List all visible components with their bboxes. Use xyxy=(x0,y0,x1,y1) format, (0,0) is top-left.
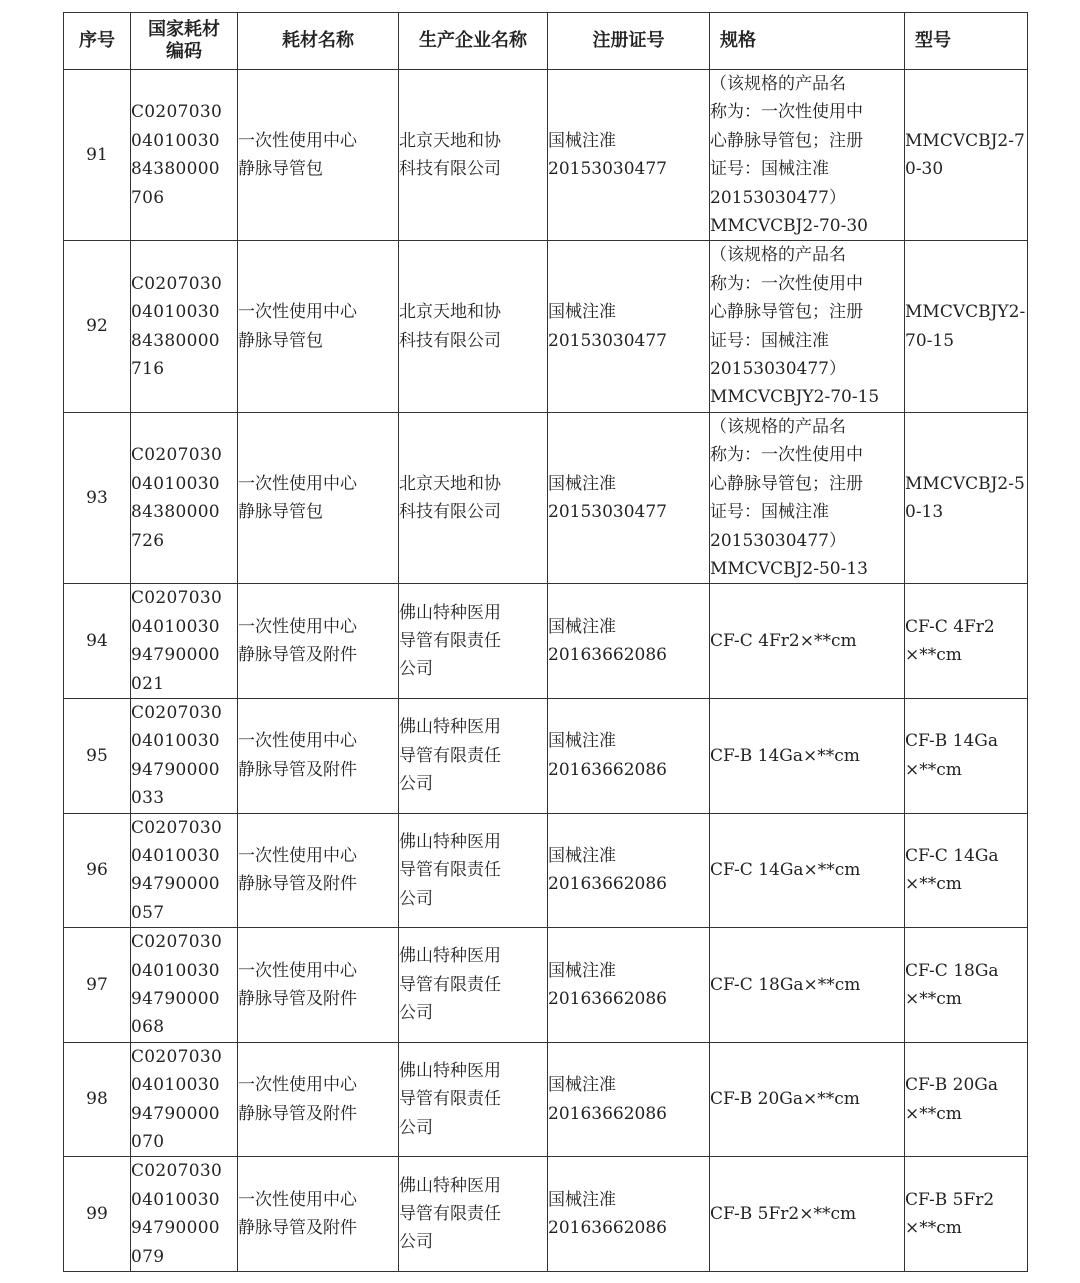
cell-spec-line: CF-B 20Ga×**cm xyxy=(710,1089,860,1110)
cell-model-line: ×**cm xyxy=(905,759,962,780)
header-company: 生产企业名称 xyxy=(399,13,548,70)
cell-spec xyxy=(710,584,905,699)
cell-company-lines xyxy=(399,470,547,527)
cell-name-line: 一次性使用中心 xyxy=(238,960,357,981)
cell-seq: 94 xyxy=(64,584,131,699)
cell-reg-lines xyxy=(548,127,709,184)
cell-model-lines xyxy=(905,127,1027,184)
cell-company-lines xyxy=(399,127,547,184)
table-row xyxy=(64,70,1028,241)
cell-spec-line: 称为：一次性使用中 xyxy=(710,102,863,123)
cell-reg-line: 国械注准 xyxy=(548,960,616,981)
cell-name-line: 一次性使用中心 xyxy=(238,845,357,866)
cell-code-line: 94790000 xyxy=(131,1218,220,1239)
cell-code-lines xyxy=(131,1043,237,1157)
cell-reg xyxy=(548,1042,710,1157)
cell-reg-line: 国械注准 xyxy=(548,1189,616,1210)
cell-seq: 96 xyxy=(64,813,131,928)
cell-company xyxy=(399,698,548,813)
cell-model-lines xyxy=(905,1071,1027,1128)
cell-company-line: 公司 xyxy=(399,888,433,909)
cell-spec-lines xyxy=(710,241,904,411)
cell-code xyxy=(131,412,238,583)
header-name: 耗材名称 xyxy=(238,13,399,70)
cell-code-lines xyxy=(131,441,237,555)
cell-code-line: 04010030 xyxy=(131,1189,220,1210)
cell-reg-line: 国械注准 xyxy=(548,130,616,151)
cell-name-line: 一次性使用中心 xyxy=(238,130,357,151)
cell-name-lines xyxy=(238,613,398,670)
cell-code-lines xyxy=(131,584,237,698)
header-model: 型号 xyxy=(905,13,1028,70)
cell-code xyxy=(131,241,238,412)
table-row xyxy=(64,698,1028,813)
cell-reg xyxy=(548,241,710,412)
cell-reg xyxy=(548,412,710,583)
cell-model xyxy=(905,70,1028,241)
cell-company-line: 公司 xyxy=(399,773,433,794)
cell-company-line: 科技有限公司 xyxy=(399,159,501,180)
cell-company-line: 导管有限责任 xyxy=(399,630,501,651)
cell-spec-line: MMCVCBJ2-70-30 xyxy=(710,216,868,237)
cell-reg-lines xyxy=(548,613,709,670)
cell-model xyxy=(905,813,1028,928)
cell-model-lines xyxy=(905,470,1027,527)
cell-seq: 97 xyxy=(64,928,131,1043)
cell-company-lines xyxy=(399,298,547,355)
cell-name-line: 静脉导管包 xyxy=(238,502,323,523)
cell-name xyxy=(238,584,399,699)
cell-code-line: 04010030 xyxy=(131,130,220,151)
cell-spec-lines xyxy=(710,1085,904,1113)
cell-model xyxy=(905,1157,1028,1272)
cell-code-line: 706 xyxy=(131,187,165,208)
cell-company-line: 佛山特种医用 xyxy=(399,946,501,967)
cell-spec xyxy=(710,1157,905,1272)
cell-model-lines xyxy=(905,298,1027,355)
cell-company-lines xyxy=(399,828,547,913)
cell-name-line: 一次性使用中心 xyxy=(238,616,357,637)
cell-company-line: 北京天地和协 xyxy=(399,473,501,494)
cell-company xyxy=(399,1042,548,1157)
cell-seq: 99 xyxy=(64,1157,131,1272)
table-row xyxy=(64,584,1028,699)
cell-code xyxy=(131,698,238,813)
cell-company xyxy=(399,813,548,928)
cell-code-line: 94790000 xyxy=(131,989,220,1009)
header-code-line: 编码 xyxy=(166,41,202,62)
cell-seq: 95 xyxy=(64,698,131,813)
cell-model-line: ×**cm xyxy=(905,1218,962,1239)
cell-reg-lines xyxy=(548,1071,709,1128)
cell-name xyxy=(238,1042,399,1157)
cell-company-line: 佛山特种医用 xyxy=(399,1061,501,1082)
cell-company-lines xyxy=(399,1057,547,1142)
cell-spec-line: 证号：国械注准 xyxy=(710,502,829,523)
cell-code xyxy=(131,1042,238,1157)
cell-code-line: 726 xyxy=(131,530,165,551)
table-row xyxy=(64,813,1028,928)
cell-code-line: C0207030 xyxy=(131,932,223,953)
table-header xyxy=(64,13,1028,70)
cell-company-line: 导管有限责任 xyxy=(399,1204,501,1225)
cell-code xyxy=(131,584,238,699)
cell-name-line: 一次性使用中心 xyxy=(238,473,357,494)
cell-company xyxy=(399,412,548,583)
cell-code xyxy=(131,70,238,241)
cell-code-line: 94790000 xyxy=(131,874,220,895)
cell-spec-line: CF-C 4Fr2×**cm xyxy=(710,630,857,651)
table-row xyxy=(64,412,1028,583)
header-seq: 序号 xyxy=(64,13,131,70)
cell-code-line: 057 xyxy=(131,902,165,923)
cell-name-line: 静脉导管包 xyxy=(238,330,323,351)
cell-name-lines xyxy=(238,1071,398,1128)
cell-company-line: 公司 xyxy=(399,1117,433,1138)
cell-model-line: ×**cm xyxy=(905,989,962,1009)
cell-model-line: MMCVCBJ2-7 xyxy=(905,130,1025,151)
cell-spec-line: 20153030477） xyxy=(710,187,846,208)
cell-model-lines xyxy=(905,727,1027,784)
cell-company xyxy=(399,70,548,241)
table-row xyxy=(64,241,1028,412)
cell-spec-lines xyxy=(710,971,904,999)
cell-code-lines xyxy=(131,270,237,384)
cell-model-line: ×**cm xyxy=(905,1103,962,1124)
header-code xyxy=(131,13,238,70)
cell-spec-line: MMCVCBJY2-70-15 xyxy=(710,387,880,408)
cell-code-line: C0207030 xyxy=(131,1046,223,1067)
cell-reg xyxy=(548,1157,710,1272)
cell-name-lines xyxy=(238,957,398,1014)
cell-code-line: 04010030 xyxy=(131,302,220,323)
consumables-table xyxy=(63,12,1028,1272)
cell-name xyxy=(238,698,399,813)
cell-company-line: 佛山特种医用 xyxy=(399,717,501,738)
cell-reg-line: 20163662086 xyxy=(548,759,667,780)
cell-company-lines xyxy=(399,599,547,684)
cell-code-line: 079 xyxy=(131,1246,165,1267)
cell-company-line: 导管有限责任 xyxy=(399,1089,501,1110)
cell-reg xyxy=(548,928,710,1043)
cell-reg-lines xyxy=(548,470,709,527)
cell-model xyxy=(905,412,1028,583)
cell-code xyxy=(131,928,238,1043)
cell-reg xyxy=(548,698,710,813)
cell-name-line: 静脉导管及附件 xyxy=(238,1103,357,1124)
cell-code-line: 021 xyxy=(131,673,165,694)
header-code-line: 国家耗材 xyxy=(148,19,220,40)
cell-model-line: CF-B 20Ga xyxy=(905,1075,999,1096)
cell-model-line: CF-B 14Ga xyxy=(905,731,999,752)
cell-code-line: 04010030 xyxy=(131,845,220,866)
cell-company-line: 导管有限责任 xyxy=(399,860,501,881)
cell-name-line: 一次性使用中心 xyxy=(238,1075,357,1096)
cell-spec xyxy=(710,928,905,1043)
cell-code xyxy=(131,1157,238,1272)
cell-reg-lines xyxy=(548,1186,709,1243)
cell-reg-line: 20153030477 xyxy=(548,502,667,523)
cell-seq: 91 xyxy=(64,70,131,241)
cell-reg-line: 20163662086 xyxy=(548,1103,667,1124)
cell-name-lines xyxy=(238,842,398,899)
table-row xyxy=(64,1157,1028,1272)
cell-spec-line: 心静脉导管包；注册 xyxy=(710,302,863,323)
table-row xyxy=(64,1042,1028,1157)
cell-model-line: 70-15 xyxy=(905,330,955,351)
table-body xyxy=(64,70,1028,1272)
cell-company xyxy=(399,241,548,412)
cell-code-line: 716 xyxy=(131,359,165,380)
cell-spec-lines xyxy=(710,1200,904,1228)
cell-model-line: CF-C 4Fr2 xyxy=(905,616,995,637)
cell-reg-line: 国械注准 xyxy=(548,845,616,866)
cell-spec xyxy=(710,412,905,583)
cell-spec xyxy=(710,1042,905,1157)
cell-spec-lines xyxy=(710,413,904,583)
cell-reg-line: 20153030477 xyxy=(548,330,667,351)
cell-reg-line: 20163662086 xyxy=(548,874,667,895)
cell-model-line: ×**cm xyxy=(905,645,962,666)
cell-spec-line: CF-B 5Fr2×**cm xyxy=(710,1204,857,1225)
cell-model-line: 0-13 xyxy=(905,502,944,523)
cell-reg-line: 国械注准 xyxy=(548,731,616,752)
cell-code-lines xyxy=(131,928,237,1042)
cell-spec-line: （该规格的产品名 xyxy=(710,245,846,266)
cell-reg-line: 国械注准 xyxy=(548,473,616,494)
cell-model-line: MMCVCBJY2- xyxy=(905,302,1026,323)
cell-name-line: 静脉导管及附件 xyxy=(238,989,357,1009)
cell-spec-line: 证号：国械注准 xyxy=(710,330,829,351)
cell-name xyxy=(238,928,399,1043)
cell-name-lines xyxy=(238,298,398,355)
cell-code-line: 033 xyxy=(131,788,165,809)
cell-code-lines xyxy=(131,699,237,813)
cell-reg-line: 国械注准 xyxy=(548,616,616,637)
cell-name xyxy=(238,813,399,928)
cell-model-line: 0-30 xyxy=(905,159,944,180)
cell-model-lines xyxy=(905,613,1027,670)
cell-spec xyxy=(710,813,905,928)
cell-spec-line: 心静脉导管包；注册 xyxy=(710,473,863,494)
cell-spec-line: 20153030477） xyxy=(710,359,846,380)
cell-spec-line: MMCVCBJ2-50-13 xyxy=(710,558,868,579)
cell-model-line: CF-C 18Ga xyxy=(905,960,999,981)
cell-name xyxy=(238,1157,399,1272)
cell-company-line: 佛山特种医用 xyxy=(399,831,501,852)
cell-code-line: C0207030 xyxy=(131,102,223,123)
cell-code-lines xyxy=(131,98,237,212)
cell-spec-lines xyxy=(710,856,904,884)
cell-model-lines xyxy=(905,1186,1027,1243)
cell-company-line: 导管有限责任 xyxy=(399,974,501,995)
cell-spec-lines xyxy=(710,627,904,655)
cell-spec-line: 证号：国械注准 xyxy=(710,159,829,180)
cell-code-line: 070 xyxy=(131,1132,165,1153)
cell-spec xyxy=(710,241,905,412)
cell-model-lines xyxy=(905,842,1027,899)
cell-code-line: C0207030 xyxy=(131,588,223,609)
cell-name-line: 一次性使用中心 xyxy=(238,302,357,323)
cell-company-line: 北京天地和协 xyxy=(399,302,501,323)
cell-name-line: 静脉导管及附件 xyxy=(238,874,357,895)
cell-code-line: 04010030 xyxy=(131,473,220,494)
cell-model-lines xyxy=(905,957,1027,1014)
cell-seq: 98 xyxy=(64,1042,131,1157)
cell-code-line: 068 xyxy=(131,1017,165,1038)
cell-company-lines xyxy=(399,1172,547,1257)
cell-code-line: 84380000 xyxy=(131,159,220,180)
cell-code-line: 94790000 xyxy=(131,1103,220,1124)
cell-name-lines xyxy=(238,727,398,784)
cell-name xyxy=(238,241,399,412)
cell-seq: 93 xyxy=(64,412,131,583)
cell-company-line: 佛山特种医用 xyxy=(399,1175,501,1196)
cell-reg-line: 20163662086 xyxy=(548,1218,667,1239)
cell-model xyxy=(905,584,1028,699)
cell-code-line: 04010030 xyxy=(131,731,220,752)
cell-name-line: 静脉导管包 xyxy=(238,159,323,180)
cell-reg xyxy=(548,70,710,241)
cell-code-line: 84380000 xyxy=(131,502,220,523)
cell-name-lines xyxy=(238,470,398,527)
cell-company-line: 佛山特种医用 xyxy=(399,602,501,623)
cell-code-line: C0207030 xyxy=(131,273,223,294)
cell-model xyxy=(905,241,1028,412)
cell-company-line: 科技有限公司 xyxy=(399,330,501,351)
cell-spec-line: 心静脉导管包；注册 xyxy=(710,130,863,151)
cell-reg-line: 20163662086 xyxy=(548,989,667,1009)
cell-spec-line: CF-B 14Ga×**cm xyxy=(710,745,860,766)
cell-company-line: 公司 xyxy=(399,1232,433,1253)
cell-reg-line: 国械注准 xyxy=(548,1075,616,1096)
cell-company xyxy=(399,928,548,1043)
cell-company-line: 导管有限责任 xyxy=(399,745,501,766)
cell-code-line: 84380000 xyxy=(131,330,220,351)
cell-code-line: C0207030 xyxy=(131,702,223,723)
cell-model-line: CF-C 14Ga xyxy=(905,845,999,866)
cell-model xyxy=(905,698,1028,813)
header-row xyxy=(64,13,1028,70)
cell-name xyxy=(238,70,399,241)
cell-spec xyxy=(710,70,905,241)
cell-spec-line: （该规格的产品名 xyxy=(710,74,846,94)
cell-spec-line: 称为：一次性使用中 xyxy=(710,445,863,466)
cell-name-line: 静脉导管及附件 xyxy=(238,1218,357,1239)
cell-company xyxy=(399,1157,548,1272)
cell-code xyxy=(131,813,238,928)
cell-model xyxy=(905,928,1028,1043)
cell-company-line: 科技有限公司 xyxy=(399,502,501,523)
cell-company-line: 公司 xyxy=(399,1003,433,1024)
cell-code-line: 94790000 xyxy=(131,645,220,666)
cell-code-line: 04010030 xyxy=(131,1075,220,1096)
cell-spec-lines xyxy=(710,742,904,770)
cell-reg-lines xyxy=(548,842,709,899)
cell-spec-line: CF-C 18Ga×**cm xyxy=(710,974,861,995)
cell-spec-line: 称为：一次性使用中 xyxy=(710,273,863,294)
cell-name-lines xyxy=(238,1186,398,1243)
cell-spec-line: 20153030477） xyxy=(710,530,846,551)
cell-name-line: 静脉导管及附件 xyxy=(238,645,357,666)
cell-name-line: 静脉导管及附件 xyxy=(238,759,357,780)
cell-spec-lines xyxy=(710,70,904,240)
header-reg: 注册证号 xyxy=(548,13,710,70)
cell-code-line: C0207030 xyxy=(131,817,223,838)
cell-name-line: 一次性使用中心 xyxy=(238,731,357,752)
cell-model xyxy=(905,1042,1028,1157)
cell-seq: 92 xyxy=(64,241,131,412)
cell-company-lines xyxy=(399,713,547,798)
cell-code-line: 94790000 xyxy=(131,759,220,780)
cell-name-lines xyxy=(238,127,398,184)
cell-code-line: C0207030 xyxy=(131,1161,223,1182)
cell-reg-lines xyxy=(548,298,709,355)
cell-company-lines xyxy=(399,942,547,1027)
cell-model-line: ×**cm xyxy=(905,874,962,895)
cell-model-line: CF-B 5Fr2 xyxy=(905,1189,995,1210)
cell-code-line: C0207030 xyxy=(131,445,223,466)
cell-reg-line: 国械注准 xyxy=(548,302,616,323)
cell-spec-line: CF-C 14Ga×**cm xyxy=(710,860,861,881)
cell-model-line: MMCVCBJ2-5 xyxy=(905,473,1025,494)
cell-company-line: 北京天地和协 xyxy=(399,130,501,151)
cell-code-lines xyxy=(131,814,237,928)
cell-name-line: 一次性使用中心 xyxy=(238,1189,357,1210)
table-row xyxy=(64,928,1028,1043)
cell-reg xyxy=(548,813,710,928)
cell-company-line: 公司 xyxy=(399,659,433,680)
cell-code-line: 04010030 xyxy=(131,616,220,637)
cell-spec xyxy=(710,698,905,813)
cell-code-line: 04010030 xyxy=(131,960,220,981)
cell-reg-line: 20153030477 xyxy=(548,159,667,180)
header-spec: 规格 xyxy=(710,13,905,70)
cell-name xyxy=(238,412,399,583)
cell-reg-lines xyxy=(548,727,709,784)
cell-reg-line: 20163662086 xyxy=(548,645,667,666)
cell-company xyxy=(399,584,548,699)
cell-spec-line: （该规格的产品名 xyxy=(710,416,846,437)
cell-reg xyxy=(548,584,710,699)
cell-code-lines xyxy=(131,1157,237,1271)
cell-reg-lines xyxy=(548,957,709,1014)
